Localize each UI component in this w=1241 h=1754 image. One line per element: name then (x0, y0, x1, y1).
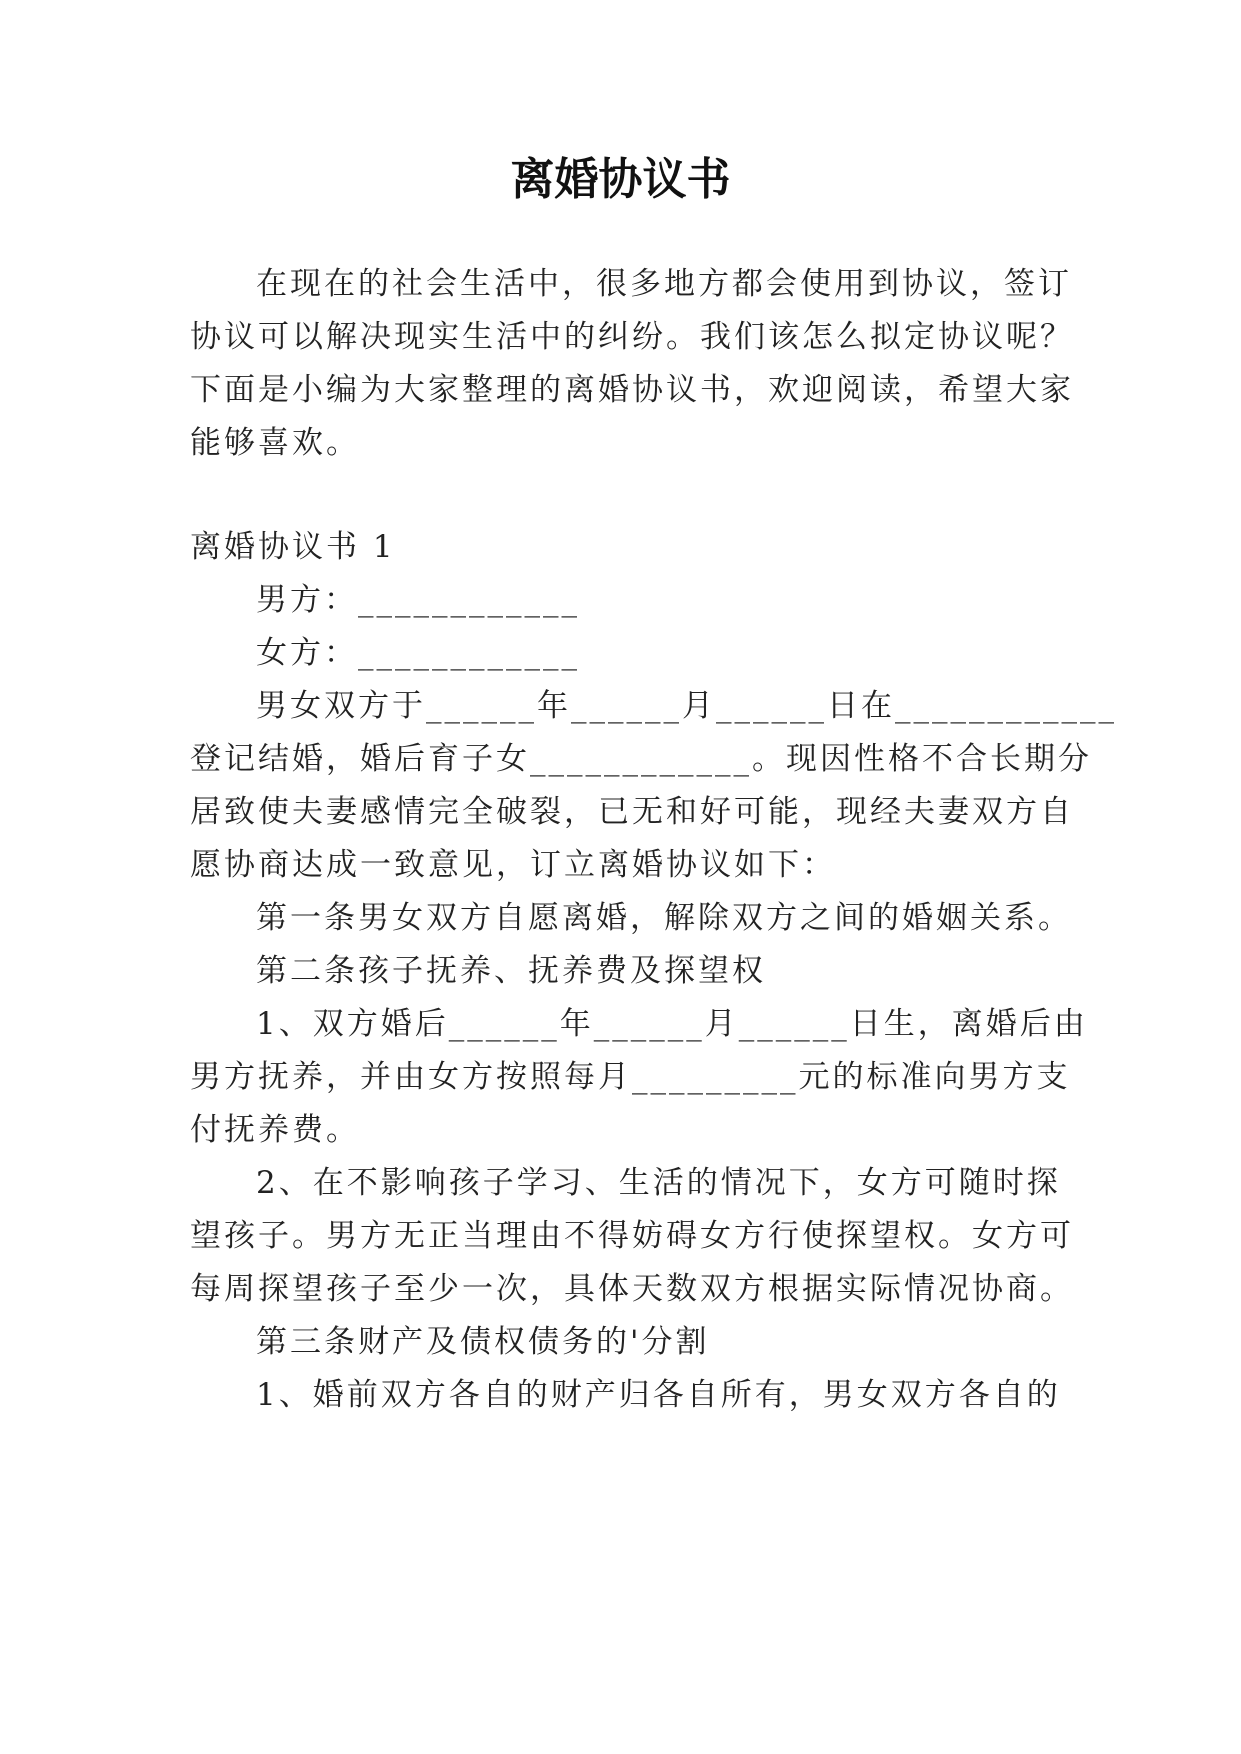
article-2-item-1-line-2: 男方抚养，并由女方按照每月_________元的标准向男方支 (190, 1059, 1071, 1095)
article-1: 第一条男女双方自愿离婚，解除双方之间的婚姻关系。 (256, 900, 1072, 936)
intro-line-4: 能够喜欢。 (190, 425, 360, 461)
article-3-item-1-line-1: 1、婚前双方各自的财产归各自所有，男女双方各自的 (256, 1377, 1061, 1413)
article-2-item-1-line-1: 1、双方婚后______年______月______日生，离婚后由 (256, 1006, 1088, 1042)
document-title: 离婚协议书 (510, 154, 731, 205)
intro-line-3: 下面是小编为大家整理的离婚协议书，欢迎阅读，希望大家 (190, 372, 1074, 408)
article-2-item-2-line-3: 每周探望孩子至少一次，具体天数双方根据实际情况协商。 (190, 1271, 1074, 1307)
female-party-field: 女方：____________ (256, 635, 580, 671)
preamble-line-4: 愿协商达成一致意见，订立离婚协议如下： (190, 847, 836, 883)
preamble-line-2: 登记结婚，婚后育子女____________。现因性格不合长期分 (190, 741, 1092, 777)
section-title: 离婚协议书 1 (190, 529, 396, 565)
intro-line-2: 协议可以解决现实生活中的纠纷。我们该怎么拟定协议呢？ (190, 319, 1074, 355)
article-3-heading: 第三条财产及债权债务的'分割 (256, 1324, 710, 1360)
preamble-line-1: 男女双方于______年______月______日在____________ (256, 688, 1117, 724)
article-2-heading: 第二条孩子抚养、抚养费及探望权 (256, 953, 766, 989)
article-2-item-1-line-3: 付抚养费。 (190, 1112, 360, 1148)
male-party-field: 男方：____________ (256, 582, 580, 618)
preamble-line-3: 居致使夫妻感情完全破裂，已无和好可能，现经夫妻双方自 (190, 794, 1074, 830)
article-2-item-2-line-2: 望孩子。男方无正当理由不得妨碍女方行使探望权。女方可 (190, 1218, 1074, 1254)
intro-line-1: 在现在的社会生活中，很多地方都会使用到协议，签订 (256, 266, 1072, 302)
article-2-item-2-line-1: 2、在不影响孩子学习、生活的情况下，女方可随时探 (256, 1165, 1061, 1201)
